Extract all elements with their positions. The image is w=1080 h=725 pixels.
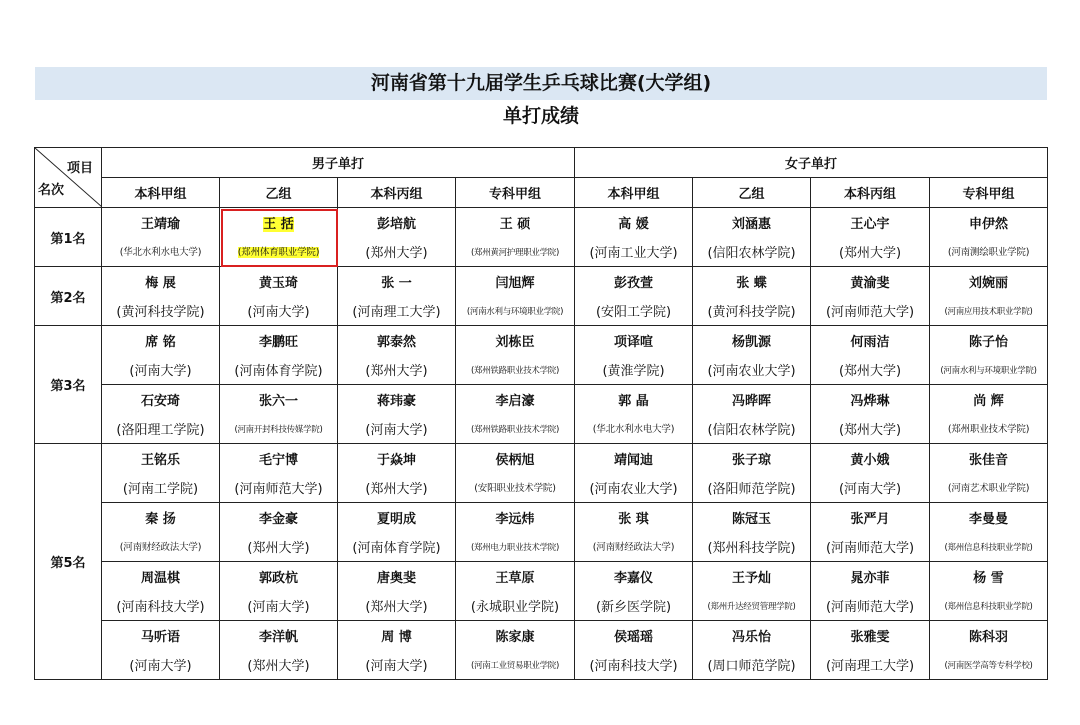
school-name bbox=[930, 650, 1048, 680]
player-name-text: 席 铭 bbox=[145, 335, 176, 350]
school-name-text: (华北水利水电大学) bbox=[592, 424, 675, 435]
player-name-text: 王予灿 bbox=[732, 571, 772, 586]
results-body bbox=[35, 148, 1048, 680]
rank-cell: 第5名 bbox=[35, 444, 102, 680]
school-name bbox=[811, 473, 930, 503]
header-group-0: 本科甲组 bbox=[102, 178, 220, 208]
school-name bbox=[693, 296, 811, 326]
player-name bbox=[693, 208, 811, 238]
header-men-singles: 男子单打 bbox=[102, 148, 575, 178]
player-name bbox=[456, 267, 575, 297]
school-name bbox=[693, 532, 811, 562]
player-name-text: 周 博 bbox=[381, 630, 412, 645]
player-name-text: 李嘉仪 bbox=[614, 571, 654, 586]
header-group-3: 专科甲组 bbox=[456, 178, 575, 208]
player-name-text: 王 硕 bbox=[499, 217, 531, 232]
school-name bbox=[338, 591, 456, 621]
player-name-text: 何雨洁 bbox=[850, 335, 890, 350]
school-name bbox=[456, 237, 575, 267]
player-name bbox=[575, 208, 693, 238]
school-name bbox=[220, 473, 338, 503]
player-name bbox=[338, 621, 456, 651]
table-row bbox=[35, 591, 1048, 621]
school-name-text: (河南农业大学) bbox=[707, 364, 796, 379]
player-name bbox=[693, 621, 811, 651]
player-name bbox=[456, 621, 575, 651]
corner-label-event: 项目 bbox=[66, 161, 93, 176]
player-name bbox=[575, 444, 693, 474]
player-name-text: 王铭乐 bbox=[140, 453, 180, 468]
table-row bbox=[35, 267, 1048, 297]
school-name-text: (郑州大学) bbox=[838, 423, 902, 438]
player-name-text: 梅 展 bbox=[145, 276, 176, 291]
school-name-text: (信阳农林学院) bbox=[707, 246, 796, 261]
player-name-text: 陈冠玉 bbox=[732, 512, 772, 527]
player-name bbox=[811, 503, 930, 533]
school-name-text: (郑州黄河护理职业学院) bbox=[470, 248, 560, 258]
school-name bbox=[811, 355, 930, 385]
player-name bbox=[220, 562, 338, 592]
player-name-text: 黄玉琦 bbox=[258, 276, 298, 291]
school-name-text: (郑州铁路职业技术学院) bbox=[470, 366, 560, 376]
player-name-text: 高 媛 bbox=[618, 217, 649, 232]
school-name bbox=[693, 591, 811, 621]
player-name bbox=[930, 562, 1048, 592]
school-name bbox=[220, 414, 338, 444]
school-name-text: (周口师范学院) bbox=[707, 659, 796, 674]
school-name bbox=[102, 414, 220, 444]
school-name-text: (河南工学院) bbox=[122, 482, 199, 497]
player-name-text: 杨凯源 bbox=[732, 335, 772, 350]
school-name bbox=[930, 473, 1048, 503]
school-name bbox=[930, 355, 1048, 385]
table-row bbox=[35, 355, 1048, 385]
school-name-text: (河南大学) bbox=[129, 364, 192, 379]
school-name bbox=[220, 355, 338, 385]
table-row bbox=[35, 532, 1048, 562]
player-name bbox=[338, 444, 456, 474]
school-name bbox=[575, 591, 693, 621]
player-name bbox=[693, 385, 811, 415]
player-name-text: 石安琦 bbox=[140, 394, 180, 409]
player-name bbox=[456, 503, 575, 533]
header-women-singles: 女子单打 bbox=[575, 148, 1048, 178]
player-name bbox=[693, 267, 811, 297]
school-name-text: (河南开封科技传媒学院) bbox=[234, 425, 323, 435]
player-name bbox=[930, 385, 1048, 415]
school-name-text: (河南大学) bbox=[129, 659, 192, 674]
player-name bbox=[220, 267, 338, 297]
player-name-text: 王靖瑜 bbox=[140, 217, 180, 232]
player-name-text: 王心宇 bbox=[850, 217, 890, 232]
player-name-text: 张子琼 bbox=[732, 453, 772, 468]
player-name-text: 闫旭辉 bbox=[495, 276, 535, 291]
school-name-text: (河南师范大学) bbox=[825, 541, 915, 556]
player-name-text: 侯柄旭 bbox=[495, 453, 535, 468]
player-name bbox=[693, 444, 811, 474]
school-name-text: (郑州体育职业学院) bbox=[237, 247, 320, 258]
school-name bbox=[930, 591, 1048, 621]
school-name-text: (河南科技大学) bbox=[116, 600, 205, 615]
player-name bbox=[338, 503, 456, 533]
player-name bbox=[693, 562, 811, 592]
school-name bbox=[811, 532, 930, 562]
school-name bbox=[575, 532, 693, 562]
table-row bbox=[35, 562, 1048, 592]
player-name bbox=[220, 208, 338, 238]
player-name bbox=[102, 621, 220, 651]
school-name-text: (河南理工大学) bbox=[825, 659, 915, 674]
player-name bbox=[338, 208, 456, 238]
school-name-text: (黄河科技学院) bbox=[116, 305, 205, 320]
player-name bbox=[220, 385, 338, 415]
player-name bbox=[338, 267, 456, 297]
school-name bbox=[338, 532, 456, 562]
school-name bbox=[456, 591, 575, 621]
school-name-text: (郑州职业技术学院) bbox=[947, 424, 1030, 435]
player-name bbox=[811, 621, 930, 651]
player-name-text: 陈子怡 bbox=[969, 335, 1009, 350]
school-name bbox=[338, 296, 456, 326]
table-row bbox=[35, 208, 1048, 238]
table-row bbox=[35, 385, 1048, 415]
player-name-text: 张佳音 bbox=[969, 453, 1009, 468]
school-name bbox=[693, 650, 811, 680]
school-name-text: (河南财经政法大学) bbox=[592, 542, 675, 553]
player-name-text: 郭政杭 bbox=[258, 571, 298, 586]
player-name bbox=[220, 444, 338, 474]
player-name-text: 郭 晶 bbox=[618, 394, 649, 409]
school-name bbox=[575, 237, 693, 267]
school-name-text: (安阳工学院) bbox=[595, 305, 672, 320]
player-name bbox=[575, 503, 693, 533]
header-group-6: 本科丙组 bbox=[811, 178, 930, 208]
table-row bbox=[35, 444, 1048, 474]
school-name bbox=[693, 414, 811, 444]
player-name bbox=[930, 503, 1048, 533]
header-row-events bbox=[35, 148, 1048, 178]
player-name-text: 夏明成 bbox=[376, 512, 416, 527]
player-name-text: 李启濠 bbox=[495, 394, 535, 409]
school-name bbox=[693, 355, 811, 385]
player-name bbox=[102, 385, 220, 415]
school-name bbox=[102, 591, 220, 621]
school-name-text: (郑州电力职业技术学院) bbox=[470, 543, 560, 553]
player-name bbox=[338, 562, 456, 592]
school-name bbox=[102, 650, 220, 680]
school-name-text: (郑州大学) bbox=[247, 659, 310, 674]
school-name-text: (洛阳理工学院) bbox=[116, 423, 205, 438]
player-name bbox=[456, 208, 575, 238]
school-name bbox=[338, 473, 456, 503]
school-name bbox=[102, 473, 220, 503]
rank-cell: 第1名 bbox=[35, 208, 102, 267]
player-name-text: 冯烨琳 bbox=[850, 394, 890, 409]
school-name bbox=[575, 650, 693, 680]
school-name-text: (信阳农林学院) bbox=[707, 423, 796, 438]
school-name-text: (河南科技大学) bbox=[589, 659, 678, 674]
player-name bbox=[575, 562, 693, 592]
player-name-text: 冯晔晖 bbox=[732, 394, 772, 409]
player-name-text: 李远炜 bbox=[495, 512, 535, 527]
player-name-text: 冯乐怡 bbox=[732, 630, 772, 645]
school-name-text: (河南水利与环境职业学院) bbox=[466, 307, 564, 317]
player-name-text: 毛宁博 bbox=[258, 453, 298, 468]
player-name bbox=[456, 326, 575, 356]
school-name-text: (华北水利水电大学) bbox=[119, 247, 202, 258]
player-name-text: 刘栋臣 bbox=[495, 335, 535, 350]
player-name bbox=[456, 562, 575, 592]
school-name-text: (黄淮学院) bbox=[602, 364, 665, 379]
player-name bbox=[930, 444, 1048, 474]
school-name bbox=[811, 414, 930, 444]
player-name-text: 张 琪 bbox=[618, 512, 649, 527]
school-name-text: (河南农业大学) bbox=[589, 482, 678, 497]
school-name-text: (永城职业学院) bbox=[470, 600, 560, 615]
header-group-5: 乙组 bbox=[693, 178, 811, 208]
school-name bbox=[456, 650, 575, 680]
school-name-text: (洛阳师范学院) bbox=[707, 482, 796, 497]
rank-cell: 第3名 bbox=[35, 326, 102, 444]
player-name-text: 秦 扬 bbox=[145, 512, 176, 527]
player-name bbox=[338, 385, 456, 415]
school-name bbox=[456, 296, 575, 326]
school-name-text: (河南理工大学) bbox=[352, 305, 441, 320]
page-subtitle: 单打成绩 bbox=[502, 105, 579, 127]
player-name-text: 黄渝斐 bbox=[850, 276, 890, 291]
school-name-text: (郑州科技学院) bbox=[707, 541, 796, 556]
player-name bbox=[102, 326, 220, 356]
school-name-text: (河南工业贸易职业学院) bbox=[470, 661, 560, 671]
player-name bbox=[811, 208, 930, 238]
player-name-text: 晁亦菲 bbox=[850, 571, 890, 586]
school-name bbox=[456, 414, 575, 444]
player-name bbox=[930, 326, 1048, 356]
player-name bbox=[693, 326, 811, 356]
header-row-groups bbox=[35, 178, 1048, 208]
player-name-text: 张 一 bbox=[381, 276, 412, 291]
school-name-text: (河南大学) bbox=[247, 600, 310, 615]
player-name bbox=[220, 503, 338, 533]
school-name bbox=[456, 355, 575, 385]
player-name bbox=[102, 267, 220, 297]
player-name bbox=[811, 267, 930, 297]
school-name bbox=[338, 355, 456, 385]
player-name bbox=[811, 444, 930, 474]
school-name-text: (河南大学) bbox=[247, 305, 310, 320]
school-name-text: (河南大学) bbox=[838, 482, 902, 497]
school-name bbox=[930, 414, 1048, 444]
player-name bbox=[575, 385, 693, 415]
school-name-text: (郑州大学) bbox=[365, 600, 428, 615]
table-row bbox=[35, 237, 1048, 267]
school-name-text: (河南工业大学) bbox=[589, 246, 678, 261]
table-row bbox=[35, 414, 1048, 444]
school-name-text: (郑州大学) bbox=[838, 246, 902, 261]
school-name bbox=[102, 296, 220, 326]
player-name-text: 张 蝶 bbox=[736, 276, 767, 291]
school-name bbox=[220, 650, 338, 680]
school-name-text: (河南大学) bbox=[365, 659, 428, 674]
player-name bbox=[575, 267, 693, 297]
school-name bbox=[811, 591, 930, 621]
school-name-text: (安阳职业技术学院) bbox=[474, 483, 556, 494]
table-row bbox=[35, 503, 1048, 533]
player-name bbox=[220, 326, 338, 356]
player-name-text: 黄小娥 bbox=[850, 453, 890, 468]
school-name-text: (郑州升达经贸管理学院) bbox=[707, 602, 796, 612]
player-name-text: 张严月 bbox=[850, 512, 890, 527]
player-name-text: 周温棋 bbox=[140, 571, 180, 586]
player-name-text: 蒋玮豪 bbox=[376, 394, 416, 409]
player-name bbox=[930, 267, 1048, 297]
school-name-text: (郑州大学) bbox=[365, 246, 428, 261]
player-name-text: 李曼曼 bbox=[969, 512, 1009, 527]
player-name-text: 郭泰然 bbox=[376, 335, 416, 350]
school-name bbox=[220, 591, 338, 621]
corner-label-rank: 名次 bbox=[38, 183, 65, 198]
school-name bbox=[930, 532, 1048, 562]
school-name bbox=[693, 237, 811, 267]
school-name bbox=[102, 237, 220, 267]
school-name-text: (黄河科技学院) bbox=[707, 305, 796, 320]
school-name bbox=[456, 532, 575, 562]
school-name bbox=[575, 414, 693, 444]
player-name-text: 李金豪 bbox=[258, 512, 298, 527]
school-name bbox=[930, 237, 1048, 267]
player-name bbox=[693, 503, 811, 533]
table-row bbox=[35, 621, 1048, 651]
player-name-text: 张六一 bbox=[258, 394, 298, 409]
player-name bbox=[338, 326, 456, 356]
school-name bbox=[575, 473, 693, 503]
school-name-text: (郑州信息科技职业学院) bbox=[944, 602, 1033, 612]
player-name bbox=[456, 385, 575, 415]
school-name-text: (郑州铁路职业技术学院) bbox=[470, 425, 560, 435]
school-name bbox=[338, 650, 456, 680]
school-name bbox=[220, 237, 338, 267]
table-row bbox=[35, 296, 1048, 326]
school-name-text: (河南师范大学) bbox=[234, 482, 323, 497]
school-name-text: (郑州信息科技职业学院) bbox=[944, 543, 1033, 553]
school-name-text: (河南师范大学) bbox=[825, 600, 915, 615]
rank-cell: 第2名 bbox=[35, 267, 102, 326]
school-name-text: (河南艺术职业学院) bbox=[947, 483, 1030, 494]
header-group-7: 专科甲组 bbox=[930, 178, 1048, 208]
header-group-2: 本科丙组 bbox=[338, 178, 456, 208]
header-group-4: 本科甲组 bbox=[575, 178, 693, 208]
player-name-text: 陈科羽 bbox=[969, 630, 1009, 645]
school-name-text: (河南大学) bbox=[365, 423, 428, 438]
player-name-text: 尚 辉 bbox=[973, 394, 1004, 409]
school-name-text: (郑州大学) bbox=[247, 541, 310, 556]
player-name-text: 侯瑶瑶 bbox=[614, 630, 654, 645]
header-group-1: 乙组 bbox=[220, 178, 338, 208]
school-name-text: (郑州大学) bbox=[365, 482, 428, 497]
player-name-text: 彭孜萱 bbox=[614, 276, 654, 291]
school-name bbox=[338, 414, 456, 444]
school-name-text: (河南应用技术职业学院) bbox=[944, 307, 1033, 317]
school-name bbox=[338, 237, 456, 267]
school-name bbox=[575, 355, 693, 385]
player-name-text: 王草原 bbox=[495, 571, 535, 586]
school-name-text: (河南财经政法大学) bbox=[119, 542, 202, 553]
school-name-text: (郑州大学) bbox=[365, 364, 428, 379]
results-table bbox=[34, 147, 1048, 680]
player-name bbox=[811, 385, 930, 415]
player-name bbox=[575, 621, 693, 651]
player-name-text: 李鹏旺 bbox=[258, 335, 298, 350]
player-name bbox=[811, 326, 930, 356]
school-name bbox=[811, 650, 930, 680]
school-name-text: (河南测绘职业学院) bbox=[947, 247, 1030, 258]
school-name-text: (河南水利与环境职业学院) bbox=[940, 366, 1037, 376]
player-name-text: 马听语 bbox=[140, 630, 180, 645]
player-name bbox=[102, 562, 220, 592]
player-name-text: 刘涵惠 bbox=[732, 217, 772, 232]
school-name bbox=[811, 296, 930, 326]
school-name-text: (郑州大学) bbox=[838, 364, 902, 379]
player-name bbox=[930, 208, 1048, 238]
player-name-text: 申伊然 bbox=[969, 217, 1009, 232]
school-name-text: (新乡医学院) bbox=[595, 600, 672, 615]
player-name-text: 杨 雪 bbox=[973, 571, 1004, 586]
school-name-text: (河南医学高等专科学校) bbox=[944, 661, 1033, 671]
player-name-text: 陈家康 bbox=[495, 630, 535, 645]
school-name bbox=[811, 237, 930, 267]
page-title: 河南省第十九届学生乒乓球比赛(大学组) bbox=[370, 72, 712, 94]
school-name-text: (河南师范大学) bbox=[825, 305, 915, 320]
player-name bbox=[102, 503, 220, 533]
player-name-text: 靖闻迪 bbox=[614, 453, 654, 468]
school-name bbox=[102, 355, 220, 385]
school-name bbox=[575, 296, 693, 326]
player-name-text: 于焱坤 bbox=[376, 453, 416, 468]
table-row bbox=[35, 326, 1048, 356]
player-name-text: 唐奥斐 bbox=[376, 571, 416, 586]
table-row bbox=[35, 473, 1048, 503]
player-name-text: 王 括 bbox=[263, 217, 294, 232]
player-name bbox=[220, 621, 338, 651]
school-name bbox=[930, 296, 1048, 326]
school-name-text: (河南体育学院) bbox=[352, 541, 441, 556]
player-name bbox=[930, 621, 1048, 651]
player-name bbox=[102, 444, 220, 474]
school-name bbox=[456, 473, 575, 503]
school-name bbox=[693, 473, 811, 503]
player-name bbox=[102, 208, 220, 238]
player-name-text: 刘婉丽 bbox=[969, 276, 1009, 291]
school-name bbox=[102, 532, 220, 562]
player-name-text: 彭培航 bbox=[376, 217, 416, 232]
table-row bbox=[35, 650, 1048, 680]
player-name-text: 李洋帆 bbox=[258, 630, 298, 645]
corner-cell bbox=[35, 148, 102, 208]
player-name bbox=[575, 326, 693, 356]
player-name bbox=[456, 444, 575, 474]
school-name bbox=[220, 532, 338, 562]
player-name-text: 项译喧 bbox=[614, 335, 654, 350]
school-name-text: (河南体育学院) bbox=[234, 364, 323, 379]
player-name bbox=[811, 562, 930, 592]
player-name-text: 张雅雯 bbox=[850, 630, 890, 645]
school-name bbox=[220, 296, 338, 326]
